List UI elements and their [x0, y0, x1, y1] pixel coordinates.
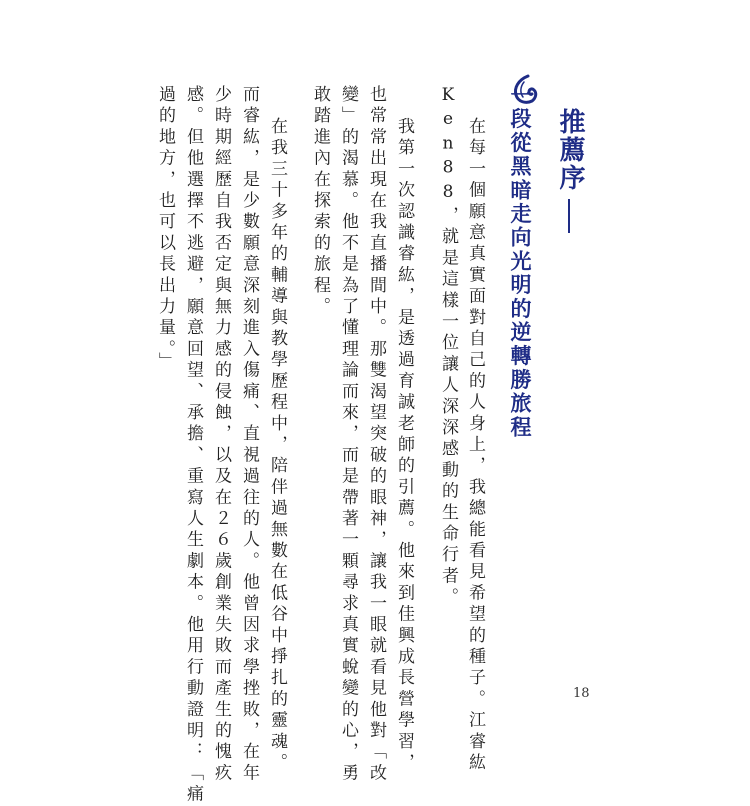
body-line: 而睿紘，是少數願意深刻進入傷痛、直視過往的人。他曾因求學挫敗，在年	[239, 85, 259, 785]
body-line: 感。但他選擇不逃避，願意回望、承擔、重寫人生劇本。他用行動證明：「痛	[183, 85, 203, 806]
body-line: 我第一次認識睿紘，是透過育誠老師的引薦。他來到佳興成長營學習，	[394, 117, 414, 775]
body-line: 敢踏進內在探索的旅程。	[310, 85, 330, 319]
body-line: Ken88，就是這樣一位讓人深深感動的生命行者。	[438, 85, 458, 609]
body-line: 少時期經歷自我否定與無力感的侵蝕，以及在２６歲創業失敗而產生的愧疚	[211, 85, 231, 785]
chapter-subtitle: 一段從黑暗走向光明的逆轉勝旅程	[508, 84, 533, 440]
title-dash	[568, 199, 570, 233]
body-line: 變」的渴慕。他不是為了懂理論而來，而是帶著一顆尋求真實蛻變的心，勇	[338, 85, 358, 785]
chapter-title: 推薦序	[555, 108, 585, 192]
body-line: 在每一個願意真實面對自己的人身上，我總能看見希望的種子。江睿紘	[465, 117, 485, 775]
page-number: 18	[573, 686, 590, 701]
body-line: 在我三十多年的輔導與教學歷程中，陪伴過無數在低谷中掙扎的靈魂。	[267, 117, 287, 775]
body-line: 過的地方，也可以長出力量。」	[155, 85, 175, 374]
body-line: 也常常出現在我直播間中。那雙渴望突破的眼神，讓我一眼就看見他對「改	[366, 85, 386, 785]
